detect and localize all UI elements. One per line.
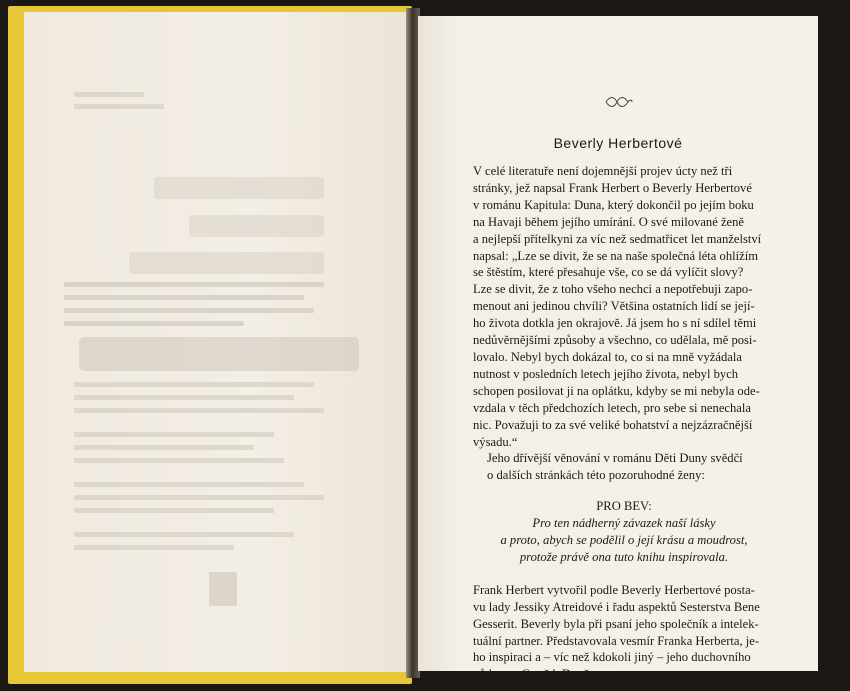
body-text [473, 163, 775, 683]
dedication: PRO BEV: Pro ten nádherný závazek naší lásky a proto, abych se podělil o její krásu a moudrost, protože právě ona tuto knihu inspirovala. [473, 498, 775, 566]
dedication-heading: PRO BEV: [596, 499, 652, 514]
page-title: Beverly Herbertové [553, 135, 683, 151]
paragraph-3: Frank Herbert vytvořil podle Beverly Herbertové posta- vu lady Jessiky Atreidové i řadu aspektů Sesterstva Bene Gesserit. Beverly byla při psaní jeho společník a intelek- tuální partner. Představovala vesmír Franka Herberta, je- ho inspiraci a – víc než kdokoli jiný – jeho duchovního vůdce na Cestě k Duně. [473, 582, 760, 682]
paragraph-2: Jeho dřívější věnování v románu Děti Duny svědčí o dalších stránkách této pozoruhodné ženy: [487, 451, 743, 483]
right-page [418, 16, 818, 682]
left-page-ghost-block [24, 12, 412, 672]
ornament-flourish-icon [604, 95, 634, 109]
left-page [24, 12, 412, 672]
paragraph-1: V celé literatuře není dojemnější projev úcty než tři stránky, jež napsal Frank Herbert o Beverly Herbertové v románu Kapitula: Duna, který dokončil po jejím boku na Havaji během jejího umírání. O své milované ženě a nejlepší přítelkyni za víc než sedmatřicet let manželství napsal: „Lze se divit, že se na naše společná léta ohlížím se štěstím, které přesahuje vše, co se dá vylíčit slovy? Lze se divit, že z toho všeho nechci a nepotřebuji zapo- menout ani jedinou chvíli? Většina ostatních lidí se její- ho života dotkla jen okrajově. Já jsem ho s ní sdílel těmi nedůvěrnějšími způsoby a všechno, co udělala, mě posi- lovalo. Nebyl bych dokázal to, co si na mně vyžádala nutnost v posledních letech jejího života, nebyl bych schopen posilovat ji na oplátku, kdyby se mi nebyla ode- vzdala v těch předchozích letech, pro sebe si nenechala nic. Považuji to za své veliké bohatství a nejzázračnější výsadu.“ [473, 164, 762, 449]
